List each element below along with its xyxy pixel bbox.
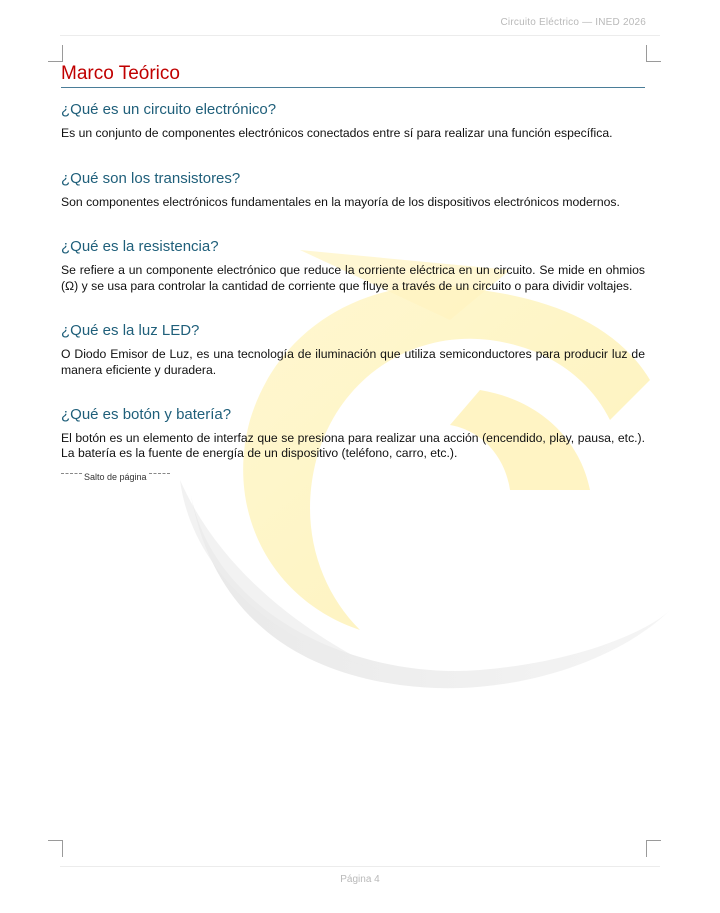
section-paragraph: Se refiere a un componente electrónico que reduce la corriente eléctrica en un circuito. Se mide en ohmios (Ω) y se usa para controlar la cantidad de corriente que fluye a través de un circuito o para dividir voltajes. xyxy=(61,263,645,293)
margin-corner-bottom-left xyxy=(48,840,63,857)
section-paragraph: El botón es un elemento de interfaz que se presiona para realizar una acción (encendido, play, pausa, etc.). La batería es la fuente de energía de un dispositivo (teléfono, carro, etc.). xyxy=(61,430,645,461)
page-header: Circuito Eléctrico — INED 2026 xyxy=(500,17,646,28)
margin-corner-bottom-right xyxy=(646,840,661,857)
page-break-dashes-right xyxy=(149,473,170,474)
document-body xyxy=(61,60,645,482)
section-heading: ¿Qué son los transistores? xyxy=(61,169,241,187)
footer-divider xyxy=(60,866,660,867)
page-break-label: Salto de página xyxy=(84,471,147,482)
section-paragraph: O Diodo Emisor de Luz, es una tecnología de iluminación que utiliza semiconductores para producir luz de manera eficiente y duradera. xyxy=(61,347,645,377)
page-break-dashes-left xyxy=(61,473,82,474)
section-transistores xyxy=(61,169,645,211)
section-paragraph: Es un conjunto de componentes electrónicos conectados entre sí para realizar una función específica. xyxy=(61,126,613,140)
section-boton-bateria xyxy=(61,405,645,462)
page-number: Página 4 xyxy=(340,874,380,885)
section-paragraph: Son componentes electrónicos fundamentales en la mayoría de los dispositivos electrónicos modernos. xyxy=(61,194,620,209)
section-circuito xyxy=(61,100,645,142)
header-divider xyxy=(60,35,660,36)
page-break-marker xyxy=(61,472,645,482)
section-heading: ¿Qué es la resistencia? xyxy=(61,238,219,256)
section-heading: ¿Qué es la luz LED? xyxy=(61,322,200,340)
section-heading: ¿Qué es un circuito electrónico? xyxy=(61,101,277,118)
page-title: Marco Teórico xyxy=(61,60,645,88)
section-led xyxy=(61,321,645,378)
section-heading: ¿Qué es botón y batería? xyxy=(61,405,232,423)
section-resistencia xyxy=(61,237,645,294)
margin-corner-top-right xyxy=(646,45,661,62)
